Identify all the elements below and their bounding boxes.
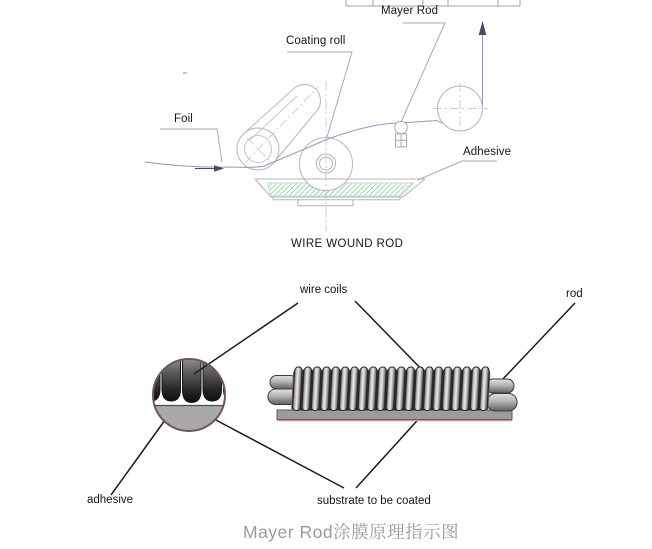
rod-leader	[502, 303, 575, 380]
coating-roll-label: Coating roll	[286, 35, 346, 47]
adhesive-leader	[418, 161, 497, 180]
substrate-leader-left	[197, 410, 344, 488]
mayer-rod-bolt	[395, 121, 407, 147]
wire-coils-leader-left	[194, 303, 298, 374]
substrate-label: substrate to be coated	[317, 495, 431, 507]
mayer-rod-label: Mayer Rod	[381, 5, 439, 17]
substrate-leader-right	[356, 412, 425, 488]
up-arrow-icon	[479, 21, 487, 35]
detail-circle	[142, 352, 243, 436]
turn-roller	[433, 83, 488, 135]
page-caption: Mayer Rod涂膜原理指示图	[243, 522, 460, 542]
adhesive-label-lower: adhesive	[87, 494, 134, 506]
lower-illustration	[111, 301, 575, 495]
right-arrow-icon	[195, 165, 224, 171]
stray-mark	[183, 72, 187, 74]
coating-roll	[300, 138, 353, 191]
foil-leader	[160, 129, 222, 162]
adhesive-label-upper: Adhesive	[463, 146, 512, 158]
rod-label: rod	[566, 288, 583, 300]
wire-wound-rod-caption: WIRE WOUND ROD	[291, 238, 404, 250]
foil-label: Foil	[174, 113, 193, 125]
substrate-bar	[277, 410, 512, 421]
wire-coils-label: wire coils	[300, 284, 348, 296]
rod-coils	[291, 367, 490, 411]
